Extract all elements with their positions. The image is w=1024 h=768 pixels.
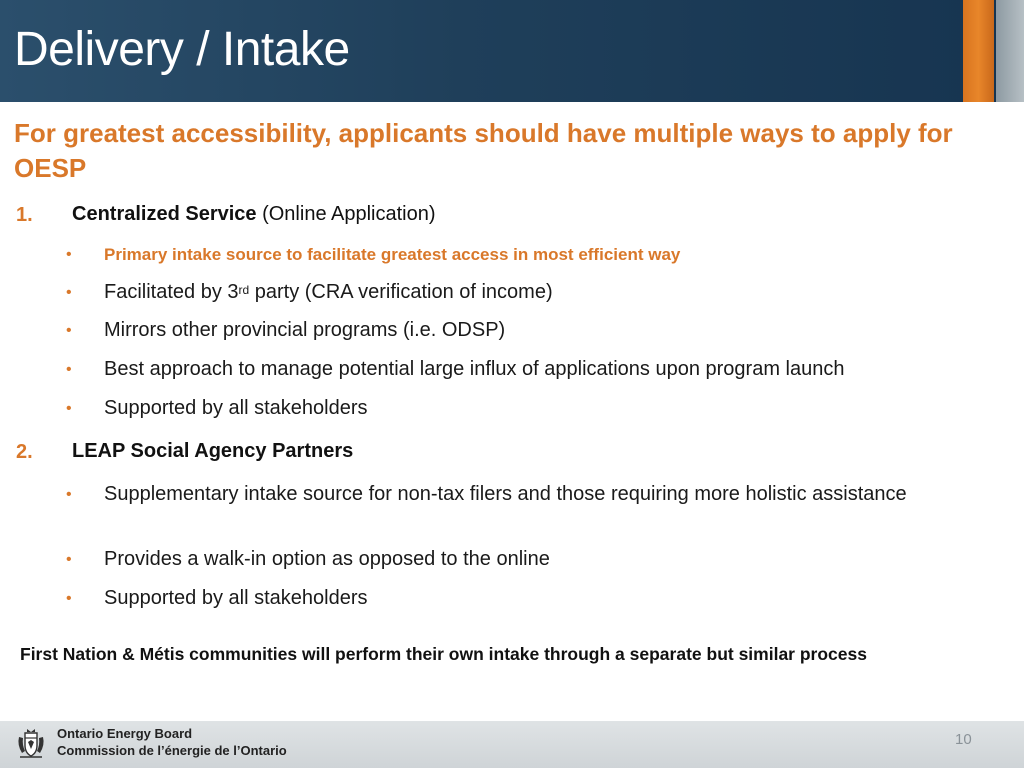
bullet-marker: • — [66, 590, 72, 607]
bullet-marker: • — [66, 322, 72, 339]
page-number: 10 — [955, 731, 972, 748]
bullet-marker: • — [66, 551, 72, 568]
list-item: Provides a walk-in option as opposed to the online — [104, 548, 550, 570]
section-number-2: 2. — [16, 441, 33, 463]
section-title-1 — [72, 203, 436, 226]
header-accent-grey — [996, 0, 1024, 102]
bullet-marker: • — [66, 486, 72, 503]
list-item: Best approach to manage potential large influx of applications upon program launch — [104, 358, 845, 380]
section-title-1-rest: (Online Application) — [256, 203, 436, 225]
ontario-coat-of-arms-icon — [14, 727, 48, 761]
slide-title: Delivery / Intake — [14, 23, 350, 76]
section-title-1-bold: Centralized Service — [72, 203, 257, 225]
org-name-french: Commission de l’énergie de l’Ontario — [57, 743, 287, 758]
bullet-marker: • — [66, 361, 72, 378]
list-item: Supported by all stakeholders — [104, 397, 368, 419]
slide-subtitle: For greatest accessibility, applicants should have multiple ways to apply for OESP — [14, 118, 953, 183]
list-item-pre: Facilitated by 3 — [104, 281, 239, 303]
list-item: Primary intake source to facilitate greatest access in most efficient way — [104, 245, 681, 264]
section-number-1: 1. — [16, 204, 33, 226]
list-item: Supplementary intake source for non-tax filers and those requiring more holistic assistance — [104, 483, 907, 505]
section-title-2 — [72, 440, 353, 463]
bullet-marker: • — [66, 246, 72, 263]
org-name-english: Ontario Energy Board — [57, 726, 193, 741]
bullet-marker: • — [66, 400, 72, 417]
list-item: Mirrors other provincial programs (i.e. ODSP) — [104, 319, 506, 341]
list-item — [104, 279, 984, 306]
list-item-sup: rd — [238, 283, 250, 297]
footer-note: First Nation & Métis communities will perform their own intake through a separate but similar process — [20, 644, 867, 664]
list-item: Supported by all stakeholders — [104, 587, 368, 609]
bullet-marker: • — [66, 284, 72, 301]
list-item-post: party (CRA verification of income) — [249, 281, 553, 303]
section-title-2-bold: LEAP Social Agency Partners — [72, 440, 354, 462]
header-accent-orange — [963, 0, 994, 102]
